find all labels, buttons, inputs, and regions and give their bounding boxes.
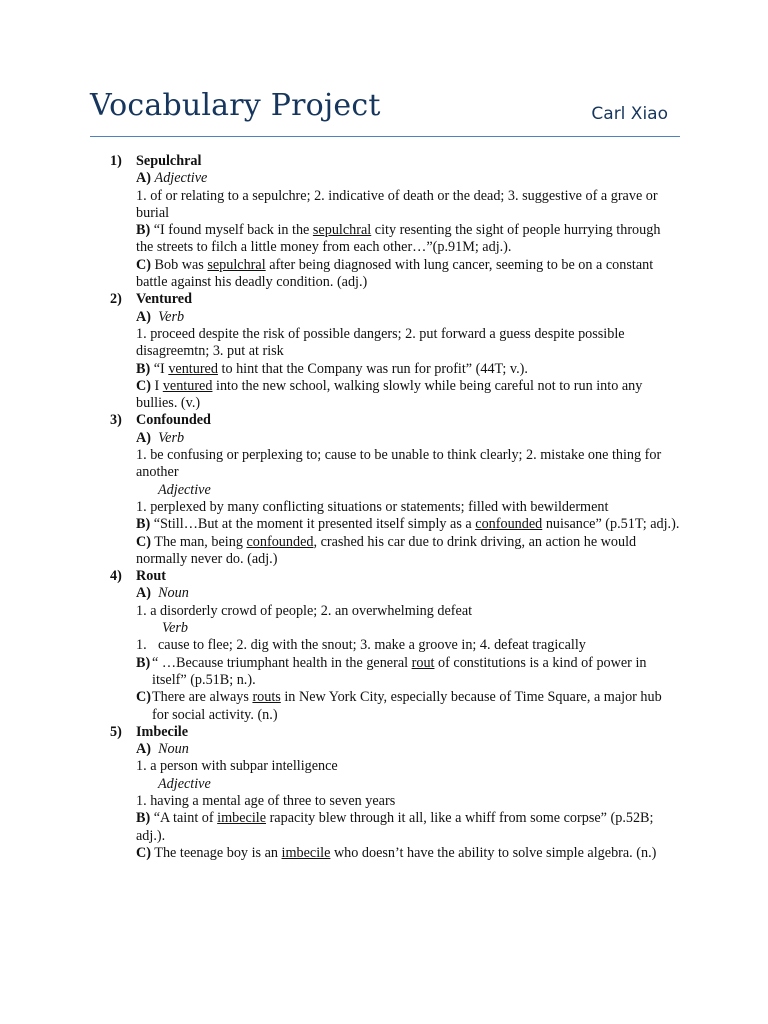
definition-secondary: 1. cause to flee; 2. dig with the snout; 3. make a groove in; 4. defeat tragically bbox=[136, 637, 586, 654]
vocab-word-underlined: routs bbox=[252, 689, 281, 706]
book-quote: B) “I found myself back in the sepulchral city resenting the sight of people hurrying through the streets to filch a little money from each other…”(p.91M; adj.). bbox=[136, 222, 661, 256]
page-title: Vocabulary Project bbox=[90, 88, 381, 123]
vocab-entry bbox=[110, 724, 680, 862]
definition: 1. a disorderly crowd of people; 2. an overwhelming defeat bbox=[136, 602, 473, 619]
entry-number: 4) bbox=[110, 568, 122, 585]
entry-heading bbox=[110, 568, 680, 585]
entry-word: Rout bbox=[136, 568, 166, 585]
part-of-speech: A) Verb bbox=[136, 429, 185, 446]
entry-number: 5) bbox=[110, 723, 122, 740]
own-sentence: C) The man, being confounded, crashed his car due to drink driving, an action he would normally never do. (adj.) bbox=[136, 533, 637, 567]
book-quote: B) “ …Because triumphant health in the general rout of constitutions is a kind of power in itself” (p.51B; n.). bbox=[136, 654, 647, 688]
part-of-speech-secondary: Adjective bbox=[158, 481, 211, 498]
entry-heading bbox=[110, 291, 680, 308]
part-of-speech: A) Noun bbox=[136, 741, 189, 758]
vocab-word-underlined: confounded bbox=[246, 533, 314, 550]
entry-word: Confounded bbox=[136, 412, 211, 429]
own-sentence: C) There are always routs in New York City, especially because of Time Square, a major hub for social activity. (n.) bbox=[136, 689, 662, 723]
entry-word: Imbecile bbox=[136, 723, 189, 740]
entry-word: Ventured bbox=[136, 291, 192, 308]
part-of-speech: A) Noun bbox=[136, 585, 189, 602]
book-quote: B) “I ventured to hint that the Company was run for profit” (44T; v.). bbox=[136, 360, 528, 377]
vocab-entry bbox=[110, 291, 680, 412]
document-header bbox=[90, 88, 680, 137]
own-sentence: C) I ventured into the new school, walking slowly while being careful not to run into any bullies. (v.) bbox=[136, 377, 643, 412]
definition-secondary: 1. perplexed by many conflicting situations or statements; filled with bewilderment bbox=[136, 498, 609, 515]
own-sentence: C) The teenage boy is an imbecile who doesn’t have the ability to solve simple algebra. (n.) bbox=[136, 844, 657, 861]
entry-number: 2) bbox=[110, 291, 122, 308]
vocab-entry bbox=[110, 568, 680, 724]
vocab-word-underlined: sepulchral bbox=[312, 222, 372, 239]
own-sentence: C) Bob was sepulchral after being diagnosed with lung cancer, seeming to be on a constant battle against his deadly condition. (adj.) bbox=[136, 256, 654, 291]
part-of-speech: A) Verb bbox=[136, 308, 185, 325]
entry-heading bbox=[110, 724, 680, 741]
vocab-word-underlined: imbecile bbox=[281, 844, 331, 861]
vocab-word-underlined: ventured bbox=[162, 377, 213, 394]
definition: 1. be confusing or perplexing to; cause to be unable to think clearly; 2. mistake one thing for another bbox=[136, 447, 662, 481]
definition: 1. proceed despite the risk of possible dangers; 2. put forward a guess despite possible disagreemtn; 3. put at risk bbox=[136, 325, 625, 360]
vocab-entry bbox=[110, 412, 680, 568]
book-quote: B) “Still…But at the moment it presented itself simply as a confounded nuisance” (p.51T; adj.). bbox=[136, 516, 680, 533]
part-of-speech-secondary: Adjective bbox=[158, 775, 211, 792]
definition: 1. of or relating to a sepulchre; 2. indicative of death or the dead; 3. suggestive of a grave or burial bbox=[136, 187, 658, 221]
entry-heading bbox=[110, 412, 680, 429]
vocab-word-underlined: ventured bbox=[168, 360, 218, 377]
vocab-word-underlined: imbecile bbox=[217, 810, 267, 827]
part-of-speech: A) Adjective bbox=[136, 170, 208, 187]
author-name: Carl Xiao bbox=[591, 104, 668, 124]
vocab-word-underlined: confounded bbox=[475, 516, 543, 533]
entry-number: 1) bbox=[110, 153, 122, 169]
definition: 1. a person with subpar intelligence bbox=[136, 758, 338, 775]
vocab-word-underlined: sepulchral bbox=[207, 256, 266, 273]
entry-word: Sepulchral bbox=[136, 153, 202, 169]
definition-secondary: 1. having a mental age of three to seven years bbox=[136, 792, 396, 809]
part-of-speech-secondary: Verb bbox=[162, 620, 189, 637]
book-quote: B) “A taint of imbecile rapacity blew through it all, like a whiff from some corpse” (p.52B; adj.). bbox=[136, 810, 654, 844]
entry-number: 3) bbox=[110, 412, 122, 429]
vocab-word-underlined: rout bbox=[411, 654, 435, 671]
vocab-entry bbox=[110, 153, 680, 291]
entry-heading bbox=[110, 153, 680, 170]
vocabulary-list bbox=[110, 153, 680, 862]
